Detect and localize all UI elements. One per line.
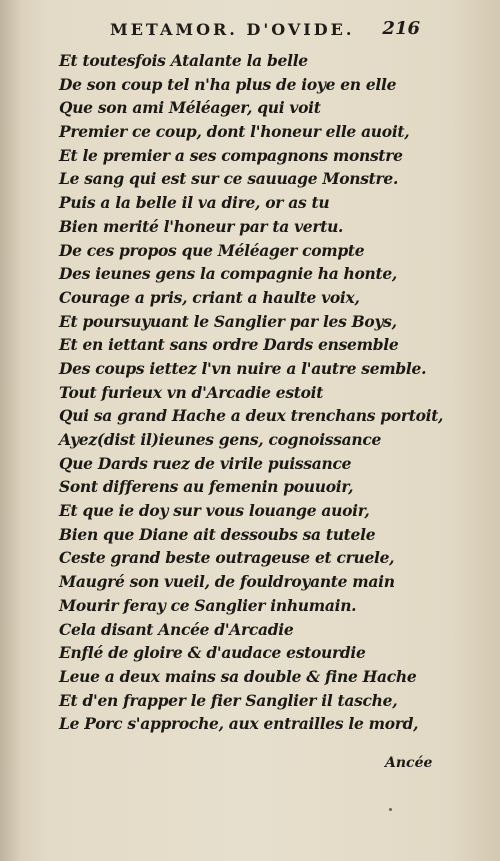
verse-line: Bien merité l'honeur par ta vertu. (59, 216, 344, 236)
verse-block (59, 49, 459, 736)
verse-line: De son coup tel n'ha plus de ioye en elle (59, 74, 397, 94)
ink-speck (389, 808, 392, 811)
page-header (110, 18, 420, 42)
verse-line: Premier ce coup, dont l'honeur elle auoit, (59, 122, 410, 142)
verse-line: Maugré son vueil, de fouldroyante main (59, 572, 395, 592)
verse-line: Et le premier a ses compagnons monstre (59, 145, 403, 165)
page-number: 216 (382, 18, 420, 39)
verse-line: Courage a pris, criant a haulte voix, (59, 287, 360, 307)
verse-line: Leue a deux mains sa double & fine Hache (59, 666, 417, 686)
verse-line: Sont differens au femenin pouuoir, (59, 477, 354, 497)
verse-line: Et toutesfois Atalante la belle (59, 51, 308, 70)
catchword: Ancée (385, 755, 433, 771)
verse-line: Que Dards ruez de virile puissance (59, 453, 352, 473)
verse-line: Enflé de gloire & d'audace estourdie (59, 643, 366, 663)
verse-line: Puis a la belle il va dire, or as tu (59, 193, 330, 213)
verse-line: Bien que Diane ait dessoubs sa tutele (59, 524, 376, 544)
verse-line: Cela disant Ancée d'Arcadie (59, 619, 294, 639)
verse-line: Et poursuyuant le Sanglier par les Boys, (59, 311, 397, 331)
gutter-shadow (0, 0, 22, 861)
verse-line: Et que ie doy sur vous louange auoir, (59, 501, 370, 521)
verse-line: De ces propos que Méléager compte (59, 240, 365, 260)
verse-line: Le Porc s'approche, aux entrailles le mord, (59, 714, 419, 734)
verse-line: Que son ami Méléager, qui voit (59, 98, 321, 118)
verse-line: Et en iettant sans ordre Dards ensemble (59, 335, 399, 355)
verse-line: Et d'en frapper le fier Sanglier il tasche, (59, 690, 398, 710)
verse-line: Qui sa grand Hache a deux trenchans portoit, (59, 406, 444, 426)
verse-line: Des ieunes gens la compagnie ha honte, (59, 264, 398, 284)
running-title: METAMOR. D'OVIDE. (110, 20, 355, 39)
verse-line: Des coups iettez l'vn nuire a l'autre semble. (59, 358, 427, 378)
verse-line: Ayez(dist il)ieunes gens, cognoissance (59, 430, 382, 449)
verse-line: Le sang qui est sur ce sauuage Monstre. (59, 169, 399, 189)
verse-line: Tout furieux vn d'Arcadie estoit (59, 382, 324, 402)
verse-line: Mourir feray ce Sanglier inhumain. (59, 595, 357, 615)
verse-line: Ceste grand beste outrageuse et cruele, (59, 548, 395, 568)
